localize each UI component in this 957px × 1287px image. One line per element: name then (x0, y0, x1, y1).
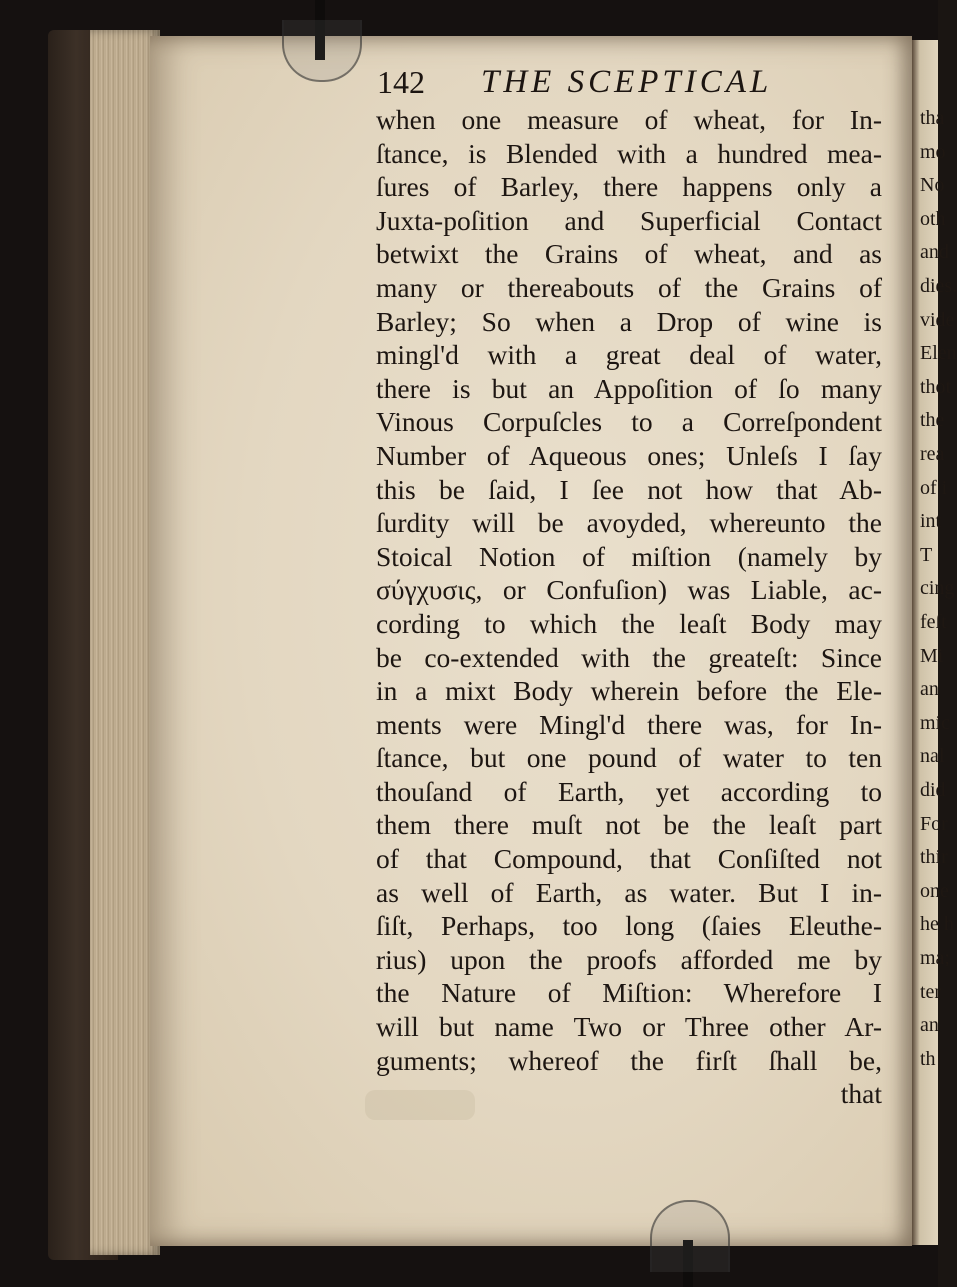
text-line: ments were Mingl'd there was, for In- (376, 708, 882, 740)
text-line: of that Compound, that Conſiſted not (376, 843, 882, 875)
facing-page-fragment: For (920, 812, 948, 835)
text-line: them there muſt not be the leaſt part (376, 809, 882, 841)
facing-page-fragment: the (920, 409, 945, 432)
facing-page-fragment: an (920, 1014, 939, 1037)
facing-page-fragment: and (920, 241, 949, 264)
text-line: will but name Two or Three other Ar- (376, 1011, 882, 1043)
text-line: many or thereabouts of the Grains of (376, 271, 882, 303)
text-line: betwixt the Grains of wheat, and as (376, 238, 882, 270)
text-line: this be ſaid, I ſee not how that Ab- (376, 473, 882, 505)
facing-page-fragment: of i (920, 476, 948, 499)
text-line: thouſand of Earth, yet according to (376, 775, 882, 807)
bleed-through-smudge (365, 1090, 475, 1120)
text-line: in a mixt Body wherein before the Ele- (376, 675, 882, 707)
page-number: 142 (377, 64, 425, 100)
text-line: the Nature of Miſtion: Wherefore I (376, 977, 882, 1009)
facing-page-fragment: did (920, 779, 946, 801)
facing-page-fragment: mo (920, 140, 946, 163)
facing-page-fragment: an (920, 678, 939, 701)
text-line: Number of Aqueous ones; Unleſs I ſay (376, 439, 882, 471)
text-line: Barley; So when a Drop of wine is (376, 305, 882, 337)
text-line: when one measure of wheat, for In- (376, 104, 882, 135)
text-line: guments; whereof the firſt ſhall be, (376, 1044, 882, 1076)
running-head-title: THE SCEPTICAL (481, 64, 773, 100)
facing-page-fragment: Mi (920, 644, 944, 667)
facing-page-fragment: mic (920, 711, 950, 734)
facing-page-fragment: ter (920, 980, 942, 1003)
facing-page-fragment: cing (920, 577, 955, 600)
text-line: Juxta-poſition and Superficial Contact (376, 204, 882, 236)
text-line: rius) upon the proofs afforded me by (376, 943, 882, 975)
running-header (377, 62, 837, 102)
facing-page-fragment: vide (920, 308, 955, 331)
catchword: that (840, 1078, 882, 1110)
text-line: there is but an Appoſition of ſo many (376, 372, 882, 404)
facing-page-fragment: thir (920, 846, 948, 869)
facing-page-fragment: feſt (920, 611, 947, 633)
facing-page-fragment: No (920, 174, 945, 197)
text-line: cording to which the leaſt Body may (376, 607, 882, 639)
text-line: ſiſt, Perhaps, too long (ſaies Eleuthe- (376, 910, 882, 942)
body-text (376, 103, 882, 1111)
text-line: mingl'd with a great deal of water, (376, 339, 882, 371)
text-line: as well of Earth, as water. But I in- (376, 876, 882, 908)
facing-page-fragment: dies. (920, 275, 957, 297)
text-line: ſurdity will be avoyded, whereunto the (376, 507, 882, 539)
facing-page-fragment: tha (920, 107, 945, 129)
facing-page-fragment: one (920, 879, 949, 902)
facing-page-fragment: he h (920, 913, 954, 936)
text-line: ſtance, but one pound of water to ten (376, 742, 882, 774)
page-clip-bottom (650, 1200, 730, 1272)
facing-page-fragment: th (920, 1047, 936, 1070)
facing-page-fragment: nal (920, 745, 945, 768)
facing-page-fragment: thot (920, 375, 952, 398)
facing-page-fragment: rea (920, 443, 945, 465)
text-line: σύγχυσις, or Confuſion) was Liable, ac- (376, 574, 882, 606)
text-line: ſures of Barley, there happens only a (376, 171, 882, 203)
facing-page-fragment: T (920, 543, 933, 566)
text-line: be co-extended with the greateſt: Since (376, 641, 882, 673)
facing-page-fragment: Elen (920, 342, 957, 365)
text-line: Vinous Corpuſcles to a Correſpondent (376, 406, 882, 438)
text-line: Stoical Notion of miſtion (namely by (376, 540, 882, 572)
text-line: ſtance, is Blended with a hundred mea- (376, 137, 882, 169)
facing-page-fragment: oth (920, 207, 946, 230)
facing-page-fragment: ma; (920, 947, 950, 969)
facing-page-fragment: int (920, 510, 942, 533)
